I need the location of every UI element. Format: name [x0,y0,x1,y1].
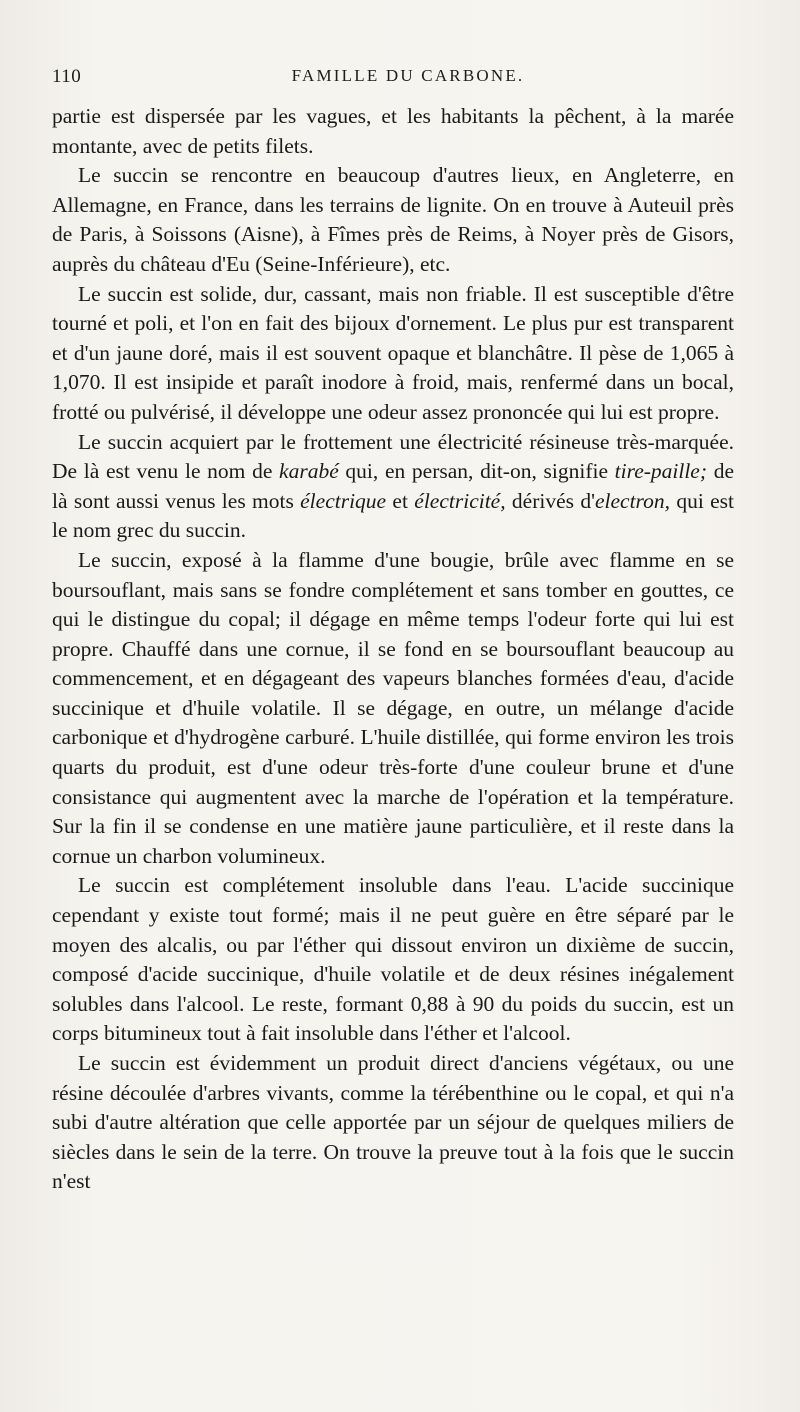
page-header [52,66,734,96]
italic-term: tire-paille; [614,459,708,484]
text-run: de là sont aussi venus les mots [52,459,734,513]
text-run: dérivés d' [505,488,595,513]
body-text [52,102,734,1197]
text-run: qui, en persan, dit-on, signifie [338,459,615,484]
paragraph: Le succin est évidemment un produit direct d'anciens végétaux, ou une résine découlée d'arbres vivants, comme la térébenthine ou le copal, et qui n'a subi d'autre altération que celle apportée par un séjour de quelques miliers de siècles dans le sein de la terre. On trouve la preuve tout à la fois que le succin n'est [52,1051,734,1194]
running-head: FAMILLE DU CARBONE. [291,66,525,85]
italic-term: karabé [279,459,339,484]
text-run: et [386,488,415,513]
italic-term: électricité, [414,488,506,513]
paragraph: Le succin se rencontre en beaucoup d'autres lieux, en Angleterre, en Allemagne, en France, dans les terrains de lignite. On en trouve à Auteuil près de Paris, à Soissons (Aisne), à Fîmes près de Reims, à Noyer près de Gisors, auprès du château d'Eu (Seine-Inférieure), etc. [52,163,734,276]
text-run: Le succin acquiert par le frottement une électricité résineuse très-marquée. De là est venu le nom de [52,429,734,484]
paragraph: Le succin est solide, dur, cassant, mais non friable. Il est susceptible d'être tourné et poli, et l'on en fait des bijoux d'ornement. Le plus pur est transparent et d'un jaune doré, mais il est souvent opaque et blanchâtre. Il pèse de 1,065 à 1,070. Il est insipide et paraît inodore à froid, mais, renfermé dans un bocal, frotté ou pulvérisé, il développe une odeur assez prononcée qui lui est propre. [52,281,734,424]
text-run: qui est le nom grec du succin. [52,488,734,543]
paragraph: Le succin est complétement insoluble dans l'eau. L'acide succinique cependant y existe tout formé; mais il ne peut guère en être séparé par le moyen des alcalis, ou par l'éther qui dissout environ un dixième de succin, composé d'acide succinique, d'huile volatile et de deux résines inégalement solubles dans l'alcool. Le reste, formant 0,88 à 90 du poids du succin, est un corps bitumineux tout à fait insoluble dans l'éther et l'alcool. [52,873,734,1046]
paragraph [52,428,734,546]
italic-term: electron, [594,488,670,513]
page-number: 110 [52,66,82,87]
paragraph: partie est dispersée par les vagues, et les habitants la pêchent, à la marée montante, avec de petits filets. [52,104,734,158]
italic-term: électrique [300,488,387,513]
paragraph: Le succin, exposé à la flamme d'une bougie, brûle avec flamme en se boursouflant, mais sans se fondre complétement et sans tomber en gouttes, ce qui le distingue du copal; il dégage en même temps l'odeur forte qui lui est propre. Chauffé dans une cornue, il se fond en se boursouflant beaucoup au commencement, et en dégageant des vapeurs blanches formées d'eau, d'acide succinique et d'huile volatile. Il se dégage, en outre, un mélange d'acide carbonique et d'hydrogène carburé. L'huile distillée, qui forme environ les trois quarts du produit, est d'une odeur très-forte d'une couleur brune et d'une consistance qui augmentent avec la marche de l'opération et la température. Sur la fin il se condense en une matière jaune particulière, et il reste dans la cornue un charbon volumineux. [52,547,734,868]
